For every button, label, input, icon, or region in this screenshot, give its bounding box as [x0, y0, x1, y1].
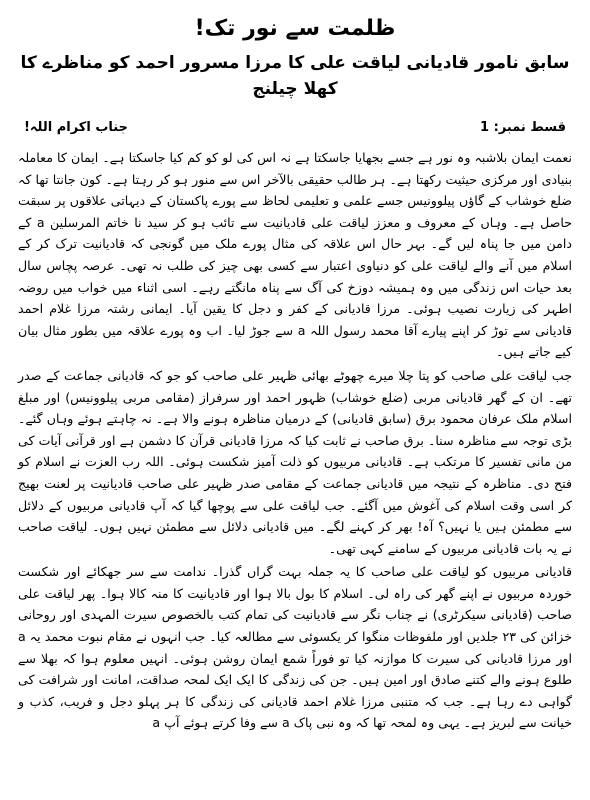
author-name: جناب اکرام اللہ!	[24, 120, 128, 135]
article-body	[18, 147, 572, 734]
paragraph: نعمت ایمان بلاشبہ وہ نور ہے جسے بجھایا جاسکتا ہے نہ اس کی لو کو کم کیا جاسکتا ہے۔ ایمان کا معاملہ بنیادی اور مرکزی حیثیت رکھتا ہے۔ ہر طالب حقیقی بالآخر اس سے منور ہو کر رہتا ہے۔ کون جانتا تھا کہ ضلع خوشاب کے گاؤں پیلوونیس جسے علمی و تعلیمی لحاظ سے پورے پاکستان کے دیہاتی علاقوں پر سبقت حاصل ہے۔ وہاں کے معروف و معزز لیاقت علی قادیانیت سے تائب ہو کر سید نا خاتم المرسلین a کے دامن میں جا پناہ لیں گے۔ بہر حال اس علاقہ کی مثال پورے ملک میں گونجی کہ قادیانیت ترک کر کے اسلام میں آنے والے لیاقت علی کو دنیاوی اعتبار سے کسی بھی چیز کی طلب نہ تھی۔ عرصہ پچاس سال بعد حیات اس زندگی میں وہ ہمیشہ دوزخ کی آگ سے پناہ مانگتے رہے۔ اسی اثناء میں خواب میں روضہ اطہر کی زیارت نصیب ہوئی۔ مرزا قادیانی کے کفر و دجل کا یقین آیا۔ ایمانی رشتہ مرزا غلام احمد قادیانی سے توڑ کر اپنے پیارے آقا محمد رسول اللہ a سے جوڑ لیا۔ اب وہ پورے علاقہ میں بطور مثال بیان کیے جاتے ہیں۔	[18, 150, 572, 360]
episode-number: قسط نمبر: 1	[480, 120, 566, 135]
article-subtitle: سابق نامور قادیانی لیاقت علی کا مرزا مسرور احمد کو مناظرے کا کھلا چیلنج	[20, 53, 570, 99]
paragraph: جب لیاقت علی صاحب کو پتا چلا میرے چھوٹے بھائی ظہیر علی صاحب کو جو کہ قادیانی جماعت کے صدر تھے۔ ان کے گھر قادیانی مربی (ضلع خوشاب) ظہور احمد اور سرفراز (مقامی مربی پیلوونیس) اور مبلغ اسلام ملک عرفان محمود برق (سابق قادیانی) کے درمیان مناظرہ ہونے والا ہے۔ نہ چاہتے ہوئے وہاں گئے۔ بڑی توجہ سے مناظرہ سنا۔ برق صاحب نے ثابت کیا کہ مرزا قادیانی قرآن کا دشمن ہے اور قرآنی آیات کی من مانی تفسیر کا مرتکب ہے۔ قادیانی مربیوں کو ذلت آمیز شکست ہوئی۔ اللہ رب العزت نے اسلام کو فتح دی۔ مناظرہ کے نتیجہ میں قادیانی جماعت کے مقامی صدر ظہیر علی صاحب قادیانیت پر لعنت بھیج کر اسی وقت اسلام کی آغوش میں آگئے۔ جب لیاقت علی سے پوچھا گیا کہ آپ قادیانی مربیوں کے دلائل سے مطمئن ہیں یا نہیں؟ آہ! بھر کر کہنے لگے۔ میں قادیانی دلائل سے مطمئن نہیں ہوں۔ لیاقت صاحب نے یہ بات قادیانی مربیوں کے سامنے کہی تھی۔	[18, 367, 572, 556]
article-meta	[24, 120, 566, 135]
paragraph: قادیانی مربیوں کو لیاقت علی صاحب کا یہ جملہ بہت گراں گذرا۔ ندامت سے سر جھکائے اور شکست خوردہ مربیوں نے اپنے گھر کی راہ لی۔ اسلام کا بول بالا ہوا اور قادیانیت کا منہ کالا ہوا۔ پھر لیاقت علی صاحب (قادیانی سیکرٹری) نے چناب نگر سے قادیانیت کی تمام کتب بالخصوص سیرت المہدی اور روحانی خزائن کی ۲۳ جلدیں اور ملفوظات منگوا کر یکسوئی سے مطالعہ کیا۔ جب انہوں نے مقام نبوت محمد یہ a اور مرزا قادیانی کی سیرت کا موازنہ کیا تو فوراً شمع ایمان روشن ہوئی۔ انہیں معلوم ہوا کہ بھلا سے طلوع ہونے والے کتنے صادق اور امین ہیں۔ جن کی زندگی کا ایک ایک لمحہ صداقت، امانت اور شرافت کی گواہی دے رہا ہے۔ جب کہ متنبی مرزا غلام احمد قادیانی کی زندگی کا ہر پہلو دجل و فریب، کذب و خیانت سے لبریز ہے۔ یہی وہ لمحہ تھا کہ وہ نبی پاک a سے وفا کرتے ہوئے آپ a	[18, 564, 572, 731]
article-title: ظلمت سے نور تک!	[194, 16, 396, 41]
